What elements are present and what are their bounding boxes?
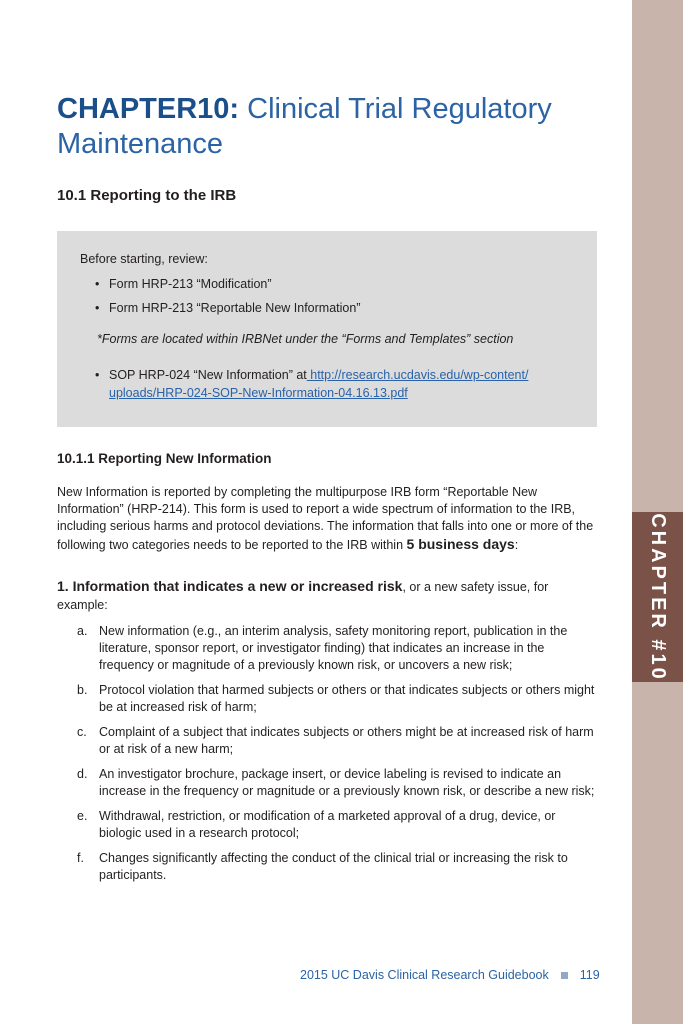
category-1-heading: 1. Information that indicates a new or increased risk, or a new safety issue, for example: xyxy=(57,578,549,612)
deadline-emphasis: 5 business days xyxy=(406,535,515,552)
list-item: c. Complaint of a subject that indicates subjects or others might be at increased risk of harm or at risk of a new harm; xyxy=(77,725,594,756)
chapter-title xyxy=(57,92,577,162)
sop-item: • SOP HRP-024 “New Information” at http://research.ucdavis.edu/wp-content/ uploads/HRP-024-SOP-New-Information-04.16.13.pdf xyxy=(95,366,575,402)
footer-book-title: 2015 UC Davis Clinical Research Guidebook xyxy=(300,968,549,982)
forms-location-note: *Forms are located within IRBNet under the “Forms and Templates” section xyxy=(97,332,514,346)
chapter-title-line1: Clinical Trial Regulatory xyxy=(247,93,552,125)
section-heading: 10.1 Reporting to the IRB xyxy=(57,187,237,204)
chapter-label: CHAPTER10: xyxy=(57,93,240,125)
list-item: f. Changes significantly affecting the conduct of the clinical trial or increasing the risk to participants. xyxy=(77,851,568,882)
sop-link-continued[interactable]: uploads/HRP-024-SOP-New-Information-04.16.13.pdf xyxy=(109,386,408,400)
footer-separator xyxy=(561,972,568,979)
review-form-item: • Form HRP-213 “Reportable New Information” xyxy=(95,301,361,315)
page-footer xyxy=(300,968,600,982)
list-item: b. Protocol violation that harmed subjects or others or that indicates subjects or others might be at increased risk of harm; xyxy=(77,683,595,714)
list-item: a. New information (e.g., an interim analysis, safety monitoring report, publication in the literature, sponsor report, or investigator finding) that indicates an increase in the frequency or magnitude of a previously known risk, or uncovers a new risk; xyxy=(77,624,568,672)
chapter-title-line2: Maintenance xyxy=(57,128,224,160)
review-form-item: • Form HRP-213 “Modification” xyxy=(95,277,272,291)
intro-paragraph: New Information is reported by completing the multipurpose IRB form “Reportable New Information” (HRP-214). This form is used to report a wide spectrum of information to the IRB, including serious harms and protocol deviations. The information that falls into one or more of the following two categories needs to be reported to the IRB within 5 business days: xyxy=(57,485,594,552)
chapter-side-tab-label: CHAPTER #10 xyxy=(647,512,670,682)
subsection-heading: 10.1.1 Reporting New Information xyxy=(57,451,272,466)
page-number: 119 xyxy=(579,968,600,982)
review-intro: Before starting, review: xyxy=(80,252,208,266)
list-item: e. Withdrawal, restriction, or modification of a marketed approval of a drug, device, or biologic used in a research protocol; xyxy=(77,809,556,840)
sop-link[interactable]: http://research.ucdavis.edu/wp-content/ xyxy=(306,368,529,382)
list-item: d. An investigator brochure, package insert, or device labeling is revised to indicate an increase in the frequency or magnitude or a previously known risk, or describe a new risk; xyxy=(77,767,595,798)
